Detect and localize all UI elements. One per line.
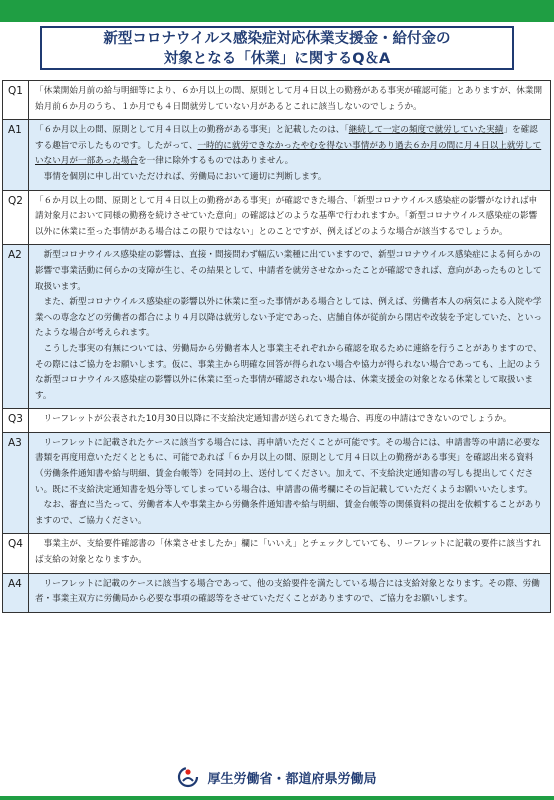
qa-paragraph: また、新型コロナウイルス感染症の影響以外に休業に至った事情がある場合としては、例えば、労働者本人の病気による入院や学業への専念などの労働者の都合により４月以降は就労しない予定であった、店舗自体が従前から閉店や改装を予定していた、といったような場合が考えられます。 [35,297,542,339]
qa-text [29,432,551,534]
footer-label: 厚生労働省・都道府県労働局 [207,771,377,787]
underlined-text: 継続して一定の頻度で就労していた実績 [348,125,504,136]
qa-table [2,80,551,613]
qa-paragraph: リーフレットに記載のケースに該当する場合であって、他の支給要件を満たしている場合には支給対象となります。その際、労働者・事業主双方に労働局から必要な事項の確認等をさせていただくことがありますので、ご協力をお願いします。 [35,578,540,605]
top-green-bar [0,0,554,22]
qa-text [29,190,551,245]
bottom-green-bar [0,796,554,800]
qa-text [29,120,551,190]
qa-text [29,245,551,409]
qa-paragraph [35,123,545,170]
qa-paragraph: 新型コロナウイルス感染症の影響は、直接・間接問わず幅広い業種に出ていますので、新型コロナウイルス感染症による何らかの影響で事業活動に何らかの支障が生じ、その結果として、申請者を就労させなかったことが確認できれば、意向があったものとして取扱います。 [35,250,542,292]
qa-row-q1 [3,81,551,120]
title-line-1: 新型コロナウイルス感染症対応休業支援金・給付金の [103,31,451,47]
qa-label: Q1 [3,81,29,120]
qa-text [29,409,551,433]
qa-text [29,534,551,573]
title-line-2: 対象となる「休業」に関するQ＆A [163,51,391,67]
qa-paragraph: リーフレットに記載されたケースに該当する場合には、再申請いただくことが可能です。その場合には、申請書等の申請に必要な書類を再度用意いただくとともに、可能であれば「６か月以上の間、原則として月４日以上の勤務がある事実」を確認出来る資料（労働条件通知書や給与明細、賃金台帳等）を同封の上、送付してください。加えて、不支給決定通知書の写しも提出してください。既に不支給決定通知書を処分等してしまっている場合は、申請書の備考欄にその旨記載していただくようお願いいたします。 [35,437,541,495]
page-title [40,26,514,70]
qa-label: A1 [3,120,29,190]
qa-label: Q4 [3,534,29,573]
qa-paragraph: こうした事実の有無については、労働局から労働者本人と事業主それぞれから確認を取るために連絡を行うことがありますので、その際にはご協力をお願いします。仮に、事業主から明確な回答が得られない場合や協力が得られない場合であっても、上記のような新型コロナウイルス感染症の影響以外に休業に至った事情が確認されない場合は、休業支援金の対象となる休業として取扱います。 [35,343,542,401]
qa-paragraph: なお、審査に当たって、労働者本人や事業主から労働条件通知書や給与明細、賃金台帳等の関係資料の提出を依頼することがありますので、ご協力ください。 [35,500,542,526]
qa-row-a4 [3,573,551,612]
qa-row-q4 [3,534,551,573]
qa-text [29,573,551,612]
mhlw-logo-icon [177,766,199,788]
qa-label: A4 [3,573,29,612]
qa-row-q2 [3,190,551,245]
qa-row-a1 [3,120,551,190]
qa-label: Q3 [3,409,29,433]
qa-label: Q2 [3,190,29,245]
qa-paragraph: 「６か月以上の間、原則として月４日以上の勤務がある事実」が確認できた場合、「新型コロナウイルス感染症の影響がなければ申請対象月において同様の勤務を続けさせていた意向」の確認はどのような基準で行われますか。「新型コロナウイルス感染症の影響以外に休業に至った事情がある場合はこの限りではない」とのことですが、例えばどのような場合が該当するでしょうか。 [35,195,538,237]
qa-text [29,81,551,120]
text-segment: 」を確認する趣旨で示したものです。したがって、 [35,125,538,151]
qa-label: A3 [3,432,29,534]
qa-row-a3 [3,432,551,534]
qa-paragraph: 「休業開始月前の給与明細等により、６か月以上の間、原則として月４日以上の勤務がある事実が確認可能」とありますが、休業開始月前６か月のうち、１か月でも４日間就労していない月があるとこれに該当しないのでしょうか。 [35,86,543,112]
qa-paragraph: リーフレットが公表された10月30日以降に不支給決定通知書が送られてきた場合、再度の申請はできないのでしょうか。 [43,414,512,425]
qa-paragraph: 事情を個別に申し出ていただければ、労働局において適切に判断します。 [43,171,327,182]
text-segment: を一律に除外するものではありません。 [138,156,294,167]
qa-row-q3 [3,409,551,433]
underlined-text: 一時的に就労できなかったやむを得ない事情があり過去６か月の間に月４日以上就労していない月が一部あった場合 [35,140,542,167]
qa-paragraph: 事業主が、支給要件確認書の「休業させましたか」欄に「いいえ」とチェックしていても、リーフレットに記載の要件に該当すれば支給の対象となりますか。 [35,539,541,566]
text-segment: 「６か月以上の間、原則として月４日以上の勤務がある事実」と記載したのは、「 [35,125,349,136]
qa-label: A2 [3,245,29,409]
footer [0,762,554,792]
qa-row-a2 [3,245,551,409]
